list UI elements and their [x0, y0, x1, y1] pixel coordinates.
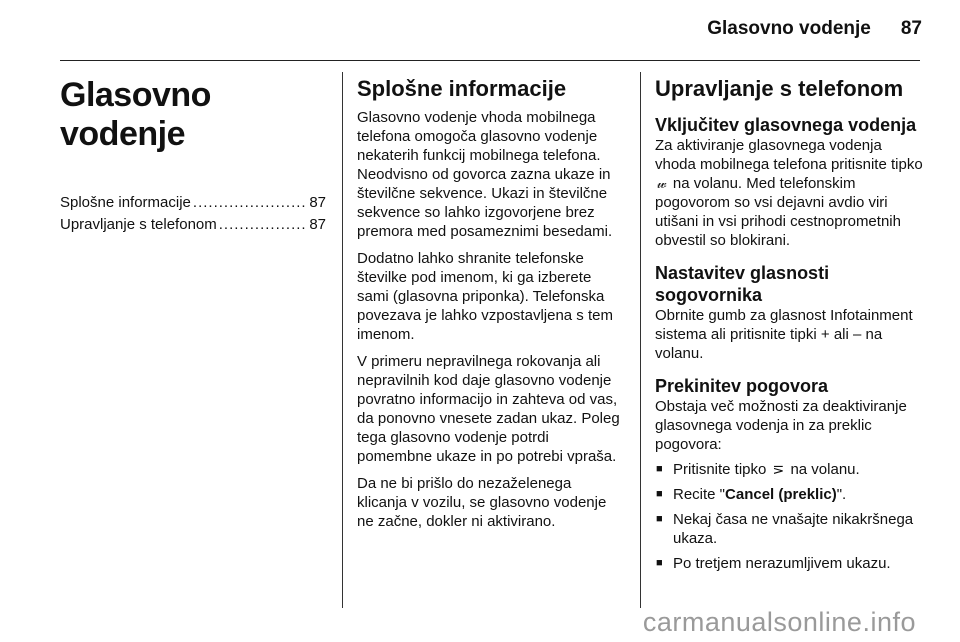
- toc-label: Splošne informacije: [60, 194, 191, 211]
- subsection-heading: Nastavitev glasnosti sogovornika: [655, 263, 830, 305]
- toc-item[interactable]: [60, 192, 326, 214]
- text-segment: na volanu. Med telefonskim pogovorom so vsi dejavni avdio viri utišani in vsi prihodi cestnoprometnih obvestil so blokirani.: [655, 175, 901, 249]
- list-item: ■ Po tretjem nerazumljivem ukazu.: [655, 554, 923, 573]
- toc-item[interactable]: [60, 214, 326, 236]
- page-number: 87: [900, 18, 922, 39]
- toc-page: 87: [309, 216, 326, 233]
- section-title: Splošne informacije: [357, 76, 567, 101]
- text-segment: Pritisnite tipko: [673, 461, 771, 478]
- toc-page: 87: [309, 194, 326, 211]
- voice-command-icon: 𝓌: [657, 175, 667, 191]
- column-toc: [60, 72, 326, 236]
- toc-leader-dots: [219, 214, 308, 236]
- end-call-icon: ⋝: [772, 461, 785, 477]
- toc-label: Upravljanje s telefonom: [60, 216, 217, 233]
- text-segment: ".: [836, 486, 847, 503]
- toc-leader-dots: [193, 192, 307, 214]
- column-phone-control: [655, 72, 923, 579]
- section-title: Upravljanje s telefonom: [655, 76, 904, 101]
- column-general-info: [357, 72, 625, 539]
- list-item: [655, 460, 923, 479]
- column-divider-2: [640, 72, 641, 608]
- text-segment: Za aktiviranje glasovnega vodenja vhoda mobilnega telefona pritisnite tipko: [655, 137, 923, 173]
- running-title: Glasovno vodenje: [707, 18, 871, 39]
- paragraph: Da ne bi prišlo do nezaželenega klicanja v vozilu, se glasovno vodenje ne začne, dokler ni aktivirano.: [357, 475, 607, 530]
- bullet-list: [655, 460, 923, 573]
- paragraph: Obrnite gumb za glasnost Infotainment sistema ali pritisnite tipki + ali – na volanu.: [655, 307, 913, 362]
- voice-command-text: Cancel (preklic): [725, 486, 837, 503]
- paragraph: [655, 136, 923, 250]
- paragraph: Obstaja več možnosti za deaktiviranje glasovnega vodenja in za preklic pogovora:: [655, 398, 907, 453]
- running-header: [707, 18, 922, 40]
- subsection-heading: Prekinitev pogovora: [655, 376, 829, 396]
- column-divider-1: [342, 72, 343, 608]
- text-segment: Recite ": [673, 486, 726, 503]
- paragraph: Dodatno lahko shranite telefonske številke pod imenom, ki ga izberete sami (glasovna priponka). Telefonska povezava je lahko vzpostavljena s tem imenom.: [357, 250, 613, 343]
- header-rule: [60, 60, 920, 61]
- paragraph: V primeru nepravilnega rokovanja ali nepravilnih kod daje glasovno vodenje povratno informacijo in zahteva od vas, da ponovno vnesete zadan ukaz. Poleg tega glasovno vodenje potrdi pomembne ukaze in po potrebi vpraša.: [357, 353, 620, 465]
- chapter-title: Glasovno vodenje: [60, 76, 211, 153]
- watermark: carmanualsonline.info: [642, 607, 916, 637]
- list-item: [655, 485, 923, 504]
- text-segment: na volanu.: [786, 461, 860, 478]
- subsection-heading: Vključitev glasovnega vodenja: [655, 115, 917, 135]
- paragraph: Glasovno vodenje vhoda mobilnega telefona omogoča glasovno vodenje nekaterih funkcij mobilnega telefona. Neodvisno od govorca zazna ukaze in številčne sekvence. Ukazi in številčne sekvence so lahko izgovorjene brez premora med posameznimi besedami.: [357, 109, 613, 240]
- list-item: ■ Nekaj časa ne vnašajte nikakršnega ukaza.: [655, 510, 923, 548]
